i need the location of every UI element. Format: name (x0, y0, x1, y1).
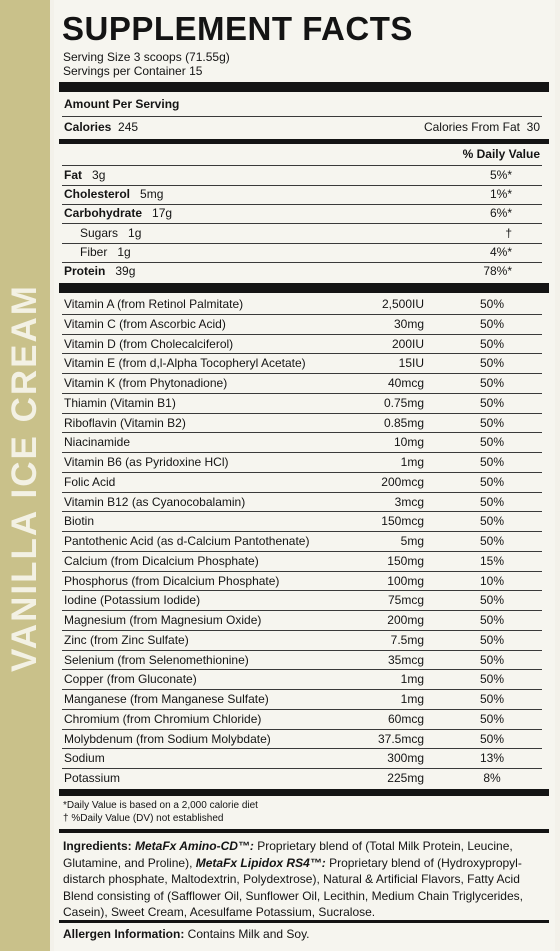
servings-per-container: Servings per Container 15 (63, 64, 203, 78)
nutrient-amount: 15IU (398, 356, 424, 370)
nutrient-row (62, 512, 542, 531)
nutrient-name: Sodium (64, 751, 105, 765)
macro-daily-value: 5%* (489, 168, 512, 182)
macro-amount: 1g (128, 226, 142, 240)
nutrient-row (62, 335, 542, 354)
nutrient-row (62, 769, 542, 788)
nutrient-name: Biotin (64, 514, 95, 528)
nutrient-daily-value: 50% (479, 317, 505, 331)
ingredient-brand-amino: MetaFx Amino-CD™: (135, 839, 254, 853)
nutrient-row (62, 493, 542, 512)
nutrient-name: Folic Acid (64, 475, 116, 489)
nutrient-amount: 5mg (400, 534, 424, 548)
ingredients-text-1: Proprietary blend of (Total Milk Protein, Leucine, Glutamine, and Proline), (63, 839, 513, 870)
nutrient-daily-value: 50% (479, 712, 505, 726)
nutrient-amount: 1mg (400, 455, 424, 469)
ingredients-label: Ingredients: (63, 839, 132, 853)
nutrient-name: Vitamin E (from d,l-Alpha Tocopheryl Acetate) (64, 356, 306, 370)
nutrient-row (62, 394, 542, 413)
calories-from-fat-value: 30 (526, 120, 540, 134)
macro-name: Cholesterol (64, 187, 131, 201)
macro-row (62, 224, 542, 243)
nutrient-amount: 1mg (400, 672, 424, 686)
macro-amount: 5mg (140, 187, 164, 201)
nutrient-daily-value: 10% (479, 574, 505, 588)
nutrient-amount: 150mg (387, 554, 424, 568)
nutrient-daily-value: 50% (479, 534, 505, 548)
nutrient-daily-value: 13% (479, 751, 505, 765)
macro-name: Fat (64, 168, 82, 182)
nutrient-name: Vitamin C (from Ascorbic Acid) (64, 317, 226, 331)
ingredients-block (63, 838, 543, 921)
nutrient-name: Selenium (from Selenomethionine) (64, 653, 249, 667)
nutrient-amount: 7.5mg (390, 633, 424, 647)
nutrient-amount: 3mcg (394, 495, 424, 509)
nutrient-daily-value: 50% (479, 732, 505, 746)
nutrient-amount: 200mcg (381, 475, 424, 489)
nutrient-name: Magnesium (from Magnesium Oxide) (64, 613, 262, 627)
nutrient-daily-value: 50% (479, 376, 505, 390)
nutrient-row (62, 749, 542, 768)
supplement-facts-panel (54, 0, 555, 951)
nutrient-amount: 30mg (393, 317, 424, 331)
macro-daily-value: 78%* (483, 264, 512, 278)
nutrient-name: Vitamin A (from Retinol Palmitate) (64, 297, 244, 311)
daily-value-header: % Daily Value (462, 147, 540, 161)
macro-row (62, 185, 542, 204)
nutrient-row (62, 354, 542, 373)
nutrient-row (62, 414, 542, 433)
nutrient-amount: 40mcg (387, 376, 424, 390)
nutrient-amount: 10mg (393, 435, 424, 449)
nutrient-name: Zinc (from Zinc Sulfate) (64, 633, 189, 647)
daily-value-header-row (62, 145, 542, 164)
nutrient-amount: 300mg (387, 751, 424, 765)
nutrient-row (62, 532, 542, 551)
nutrient-amount: 35mcg (387, 653, 424, 667)
calories-label: Calories (64, 120, 112, 134)
nutrient-row (62, 552, 542, 571)
nutrient-name: Vitamin K (from Phytonadione) (64, 376, 228, 390)
nutrient-daily-value: 15% (479, 554, 505, 568)
amount-per-serving: Amount Per Serving (64, 97, 180, 111)
nutrient-row (62, 572, 542, 591)
macro-daily-value: 1%* (489, 187, 512, 201)
nutrient-daily-value: 50% (479, 455, 505, 469)
panel-title: SUPPLEMENT FACTS (62, 10, 413, 47)
macro-name: Fiber (80, 245, 108, 259)
nutrient-name: Vitamin B12 (as Cyanocobalamin) (64, 495, 246, 509)
amount-per-serving-row (62, 95, 542, 114)
nutrient-daily-value: 50% (479, 356, 505, 370)
allergen-text: Contains Milk and Soy. (184, 927, 310, 941)
serving-size: Serving Size 3 scoops (71.55g) (63, 50, 230, 64)
ingredients-text-2: Proprietary blend of (Hydroxypropyl-distarch phosphate, Maltodextrin, Polydextrose), Natural & Artificial Flavors, Fatty Acid Blend consisting of (Safflower Oil, Sunflower Oil, Lecithin, Medium Chain Triglycerides, Casein), Sweet Cream, Acesulfame Potassium, Sucralose. (63, 855, 523, 919)
nutrient-daily-value: 50% (479, 495, 505, 509)
nutrient-amount: 75mcg (387, 593, 424, 607)
nutrient-name: Vitamin B6 (as Pyridoxine HCl) (64, 455, 229, 469)
nutrient-amount: 1mg (400, 692, 424, 706)
nutrient-row (62, 453, 542, 472)
nutrient-daily-value: 50% (479, 337, 505, 351)
macro-daily-value: 6%* (489, 206, 512, 220)
thick-divider (59, 789, 549, 796)
nutrient-name: Calcium (from Dicalcium Phosphate) (64, 554, 259, 568)
nutrient-amount: 0.85mg (383, 416, 424, 430)
nutrient-row (62, 710, 542, 729)
nutrient-name: Potassium (64, 771, 121, 785)
nutrient-row (62, 591, 542, 610)
nutrient-name: Niacinamide (64, 435, 131, 449)
nutrient-name: Riboflavin (Vitamin B2) (64, 416, 186, 430)
nutrient-daily-value: 50% (479, 435, 505, 449)
nutrient-row (62, 295, 542, 314)
calories-row (62, 118, 542, 137)
macro-amount: 39g (115, 264, 136, 278)
calories-value: 245 (118, 120, 139, 134)
nutrient-row (62, 473, 542, 492)
nutrient-name: Iodine (Potassium Iodide) (64, 593, 201, 607)
nutrient-amount: 2,500IU (381, 297, 424, 311)
nutrient-name: Phosphorus (from Dicalcium Phosphate) (64, 574, 280, 588)
macro-name: Carbohydrate (64, 206, 143, 220)
nutrient-daily-value: 50% (479, 672, 505, 686)
nutrient-daily-value: 50% (479, 593, 505, 607)
thick-divider (59, 283, 549, 293)
macro-row (62, 243, 542, 262)
nutrient-row (62, 374, 542, 393)
nutrient-row (62, 611, 542, 630)
macro-row (62, 204, 542, 223)
nutrient-amount: 100mg (387, 574, 424, 588)
nutrient-amount: 37.5mcg (377, 732, 424, 746)
macro-name: Sugars (80, 226, 119, 240)
flavor-sidebar (0, 0, 50, 951)
macro-daily-value: 4%* (489, 245, 512, 259)
thin-divider (59, 920, 549, 923)
allergen-label: Allergen Information: (63, 927, 185, 941)
nutrient-row (62, 315, 542, 334)
nutrient-name: Copper (from Gluconate) (64, 672, 197, 686)
daily-value-footnote: *Daily Value is based on a 2,000 calorie diet (63, 800, 258, 811)
macro-daily-value: † (505, 226, 512, 240)
nutrient-daily-value: 50% (479, 396, 505, 410)
macro-amount: 1g (117, 245, 131, 259)
nutrient-amount: 200mg (387, 613, 424, 627)
nutrient-daily-value: 50% (479, 692, 505, 706)
calories-from-fat-label: Calories From Fat (423, 120, 520, 134)
nutrient-daily-value: 50% (479, 416, 505, 430)
nutrient-amount: 200IU (391, 337, 424, 351)
nutrient-row (62, 433, 542, 452)
nutrient-daily-value: 50% (479, 514, 505, 528)
nutrient-amount: 60mcg (387, 712, 424, 726)
nutrient-name: Chromium (from Chromium Chloride) (64, 712, 262, 726)
macro-row (62, 166, 542, 185)
nutrient-amount: 150mcg (381, 514, 424, 528)
flavor-label: VANILLA ICE CREAM (5, 284, 44, 672)
nutrient-name: Manganese (from Manganese Sulfate) (64, 692, 269, 706)
ingredient-brand-lipidox: MetaFx Lipidox RS4™: (195, 855, 326, 870)
nutrient-daily-value: 50% (479, 633, 505, 647)
nutrient-daily-value: 8% (483, 771, 501, 785)
medium-divider (59, 829, 549, 833)
nutrient-daily-value: 50% (479, 613, 505, 627)
medium-divider (59, 139, 549, 144)
macro-amount: 3g (92, 168, 106, 182)
nutrient-row (62, 730, 542, 749)
nutrient-name: Molybdenum (from Sodium Molybdate) (64, 732, 271, 746)
nutrient-row (62, 690, 542, 709)
allergen-block (63, 927, 310, 941)
nutrient-amount: 0.75mg (383, 396, 424, 410)
thick-divider (59, 82, 549, 92)
nutrient-row (62, 670, 542, 689)
nutrient-row (62, 631, 542, 650)
macro-amount: 17g (152, 206, 173, 220)
nutrient-row (62, 651, 542, 670)
macro-row (62, 262, 542, 281)
nutrient-daily-value: 50% (479, 297, 505, 311)
nutrient-daily-value: 50% (479, 653, 505, 667)
divider (62, 116, 542, 117)
macro-name: Protein (64, 264, 106, 278)
nutrient-name: Vitamin D (from Cholecalciferol) (64, 337, 234, 351)
nutrient-name: Thiamin (Vitamin B1) (64, 396, 176, 410)
not-established-footnote: † %Daily Value (DV) not established (63, 813, 224, 824)
nutrient-name: Pantothenic Acid (as d-Calcium Pantothenate) (64, 534, 310, 548)
nutrient-amount: 225mg (387, 771, 424, 785)
nutrient-daily-value: 50% (479, 475, 505, 489)
